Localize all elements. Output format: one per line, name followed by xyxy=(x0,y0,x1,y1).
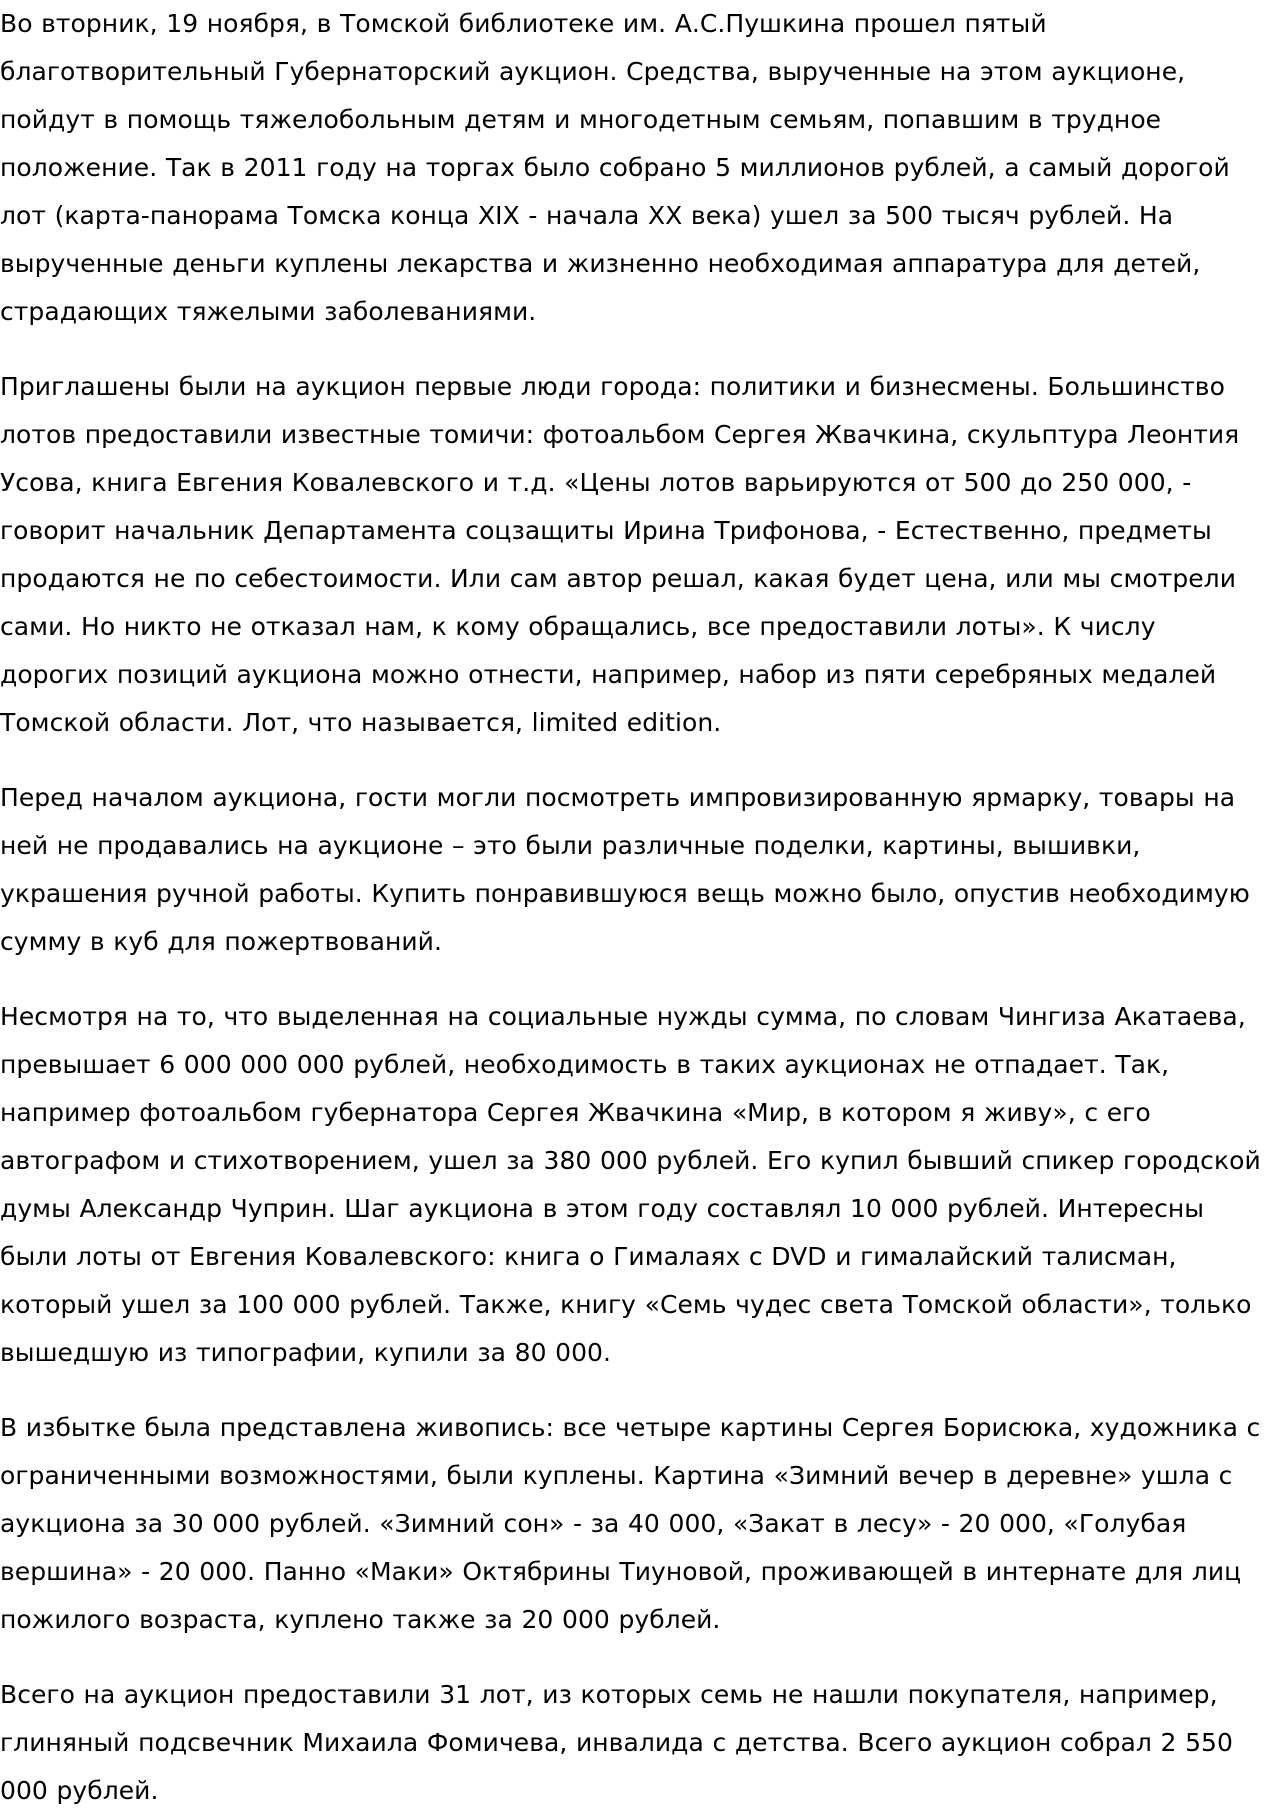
article-paragraph-6: Всего на аукцион предоставили 31 лот, из которых семь не нашли покупателя, например, глиняный подсвечник Михаила Фомичева, инвалида с детства. Всего аукцион собрал 2 550 000 рублей. xyxy=(0,1680,1233,1805)
article-paragraph-3: Перед началом аукциона, гости могли посмотреть импровизированную ярмарку, товары на ней не продавались на аукционе – это были различные поделки, картины, вышивки, украшения ручной работы. Купить понравившуюся вещь можно было, опустив необходимую сумму в куб для пожертвований. xyxy=(0,783,1250,956)
article-paragraph-1: Во вторник, 19 ноября, в Томской библиотеке им. А.С.Пушкина прошел пятый благотворительный Губернаторский аукцион. Средства, вырученные на этом аукционе, пойдут в помощь тяжелобольным детям и многодетным семьям, попавшим в трудное положение. Так в 2011 году на торгах было собрано 5 миллионов рублей, а самый дорогой лот (карта-панорама Томска конца XIX - начала XX века) ушел за 500 тысяч рублей. На вырученные деньги куплены лекарства и жизненно необходимая аппаратура для детей, страдающих тяжелыми заболеваниями. xyxy=(0,9,1230,326)
article-paragraph-5: В избытке была представлена живопись: все четыре картины Сергея Борисюка, художника с ограниченными возможностями, были куплены. Картина «Зимний вечер в деревне» ушла с аукциона за 30 000 рублей. «Зимний сон» - за 40 000, «Закат в лесу» - 20 000, «Голубая вершина» - 20 000. Панно «Маки» Октябрины Тиуновой, проживающей в интернате для лиц пожилого возраста, куплено также за 20 000 рублей. xyxy=(0,1413,1261,1634)
article-paragraph-2: Приглашены были на аукцион первые люди города: политики и бизнесмены. Большинство лотов предоставили известные томичи: фотоальбом Сергея Жвачкина, скульптура Леонтия Усова, книга Евгения Ковалевского и т.д. «Цены лотов варьируются от 500 до 250 000, - говорит начальник Департамента соцзащиты Ирина Трифонова, - Естественно, предметы продаются не по себестоимости. Или сам автор решал, какая будет цена, или мы смотрели сами. Но никто не отказал нам, к кому обращались, все предоставили лоты». К числу дорогих позиций аукциона можно отнести, например, набор из пяти серебряных медалей Томской области. Лот, что называется, limited edition. xyxy=(0,372,1240,737)
article-paragraph-4: Несмотря на то, что выделенная на социальные нужды сумма, по словам Чингиза Акатаева, превышает 6 000 000 000 рублей, необходимость в таких аукционах не отпадает. Так, например фотоальбом губернатора Сергея Жвачкина «Мир, в котором я живу», с его автографом и стихотворением, ушел за 380 000 рублей. Его купил бывший спикер городской думы Александр Чуприн. Шаг аукциона в этом году составлял 10 000 рублей. Интересны были лоты от Евгения Ковалевского: книга о Гималаях с DVD и гималайский талисман, который ушел за 100 000 рублей. Также, книгу «Семь чудес света Томской области», только вышедшую из типографии, купили за 80 000. xyxy=(0,1002,1261,1367)
